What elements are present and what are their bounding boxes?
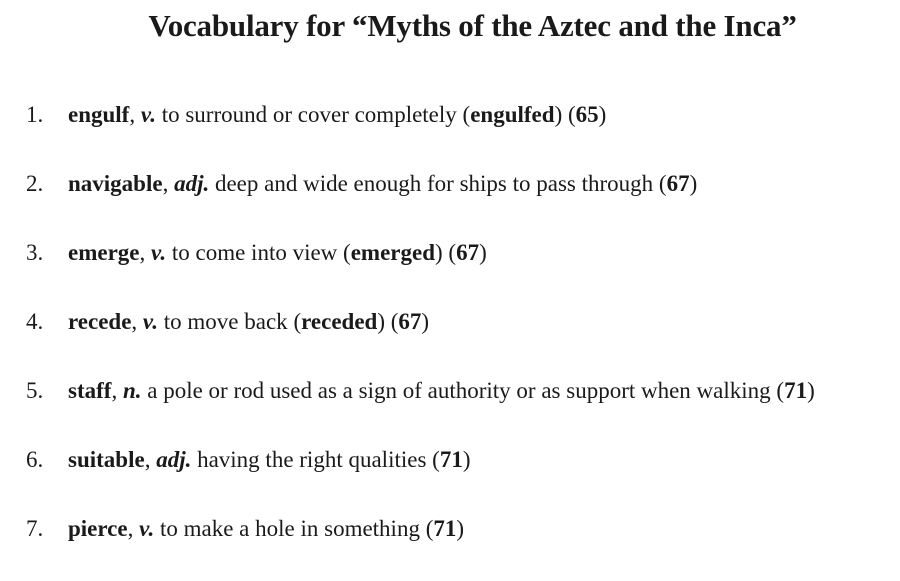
- entry-definition: having the right qualities: [197, 447, 427, 472]
- entry-page: 71: [784, 378, 808, 403]
- entry-word: suitable: [68, 447, 145, 472]
- entry-number: 3.: [26, 240, 44, 265]
- vocab-entry: 4. recede, v. to move back (receded) (67): [0, 305, 900, 374]
- vocabulary-list: [0, 98, 900, 581]
- entry-page: 67: [456, 240, 480, 265]
- entry-word: emerge: [68, 240, 140, 265]
- entry-part-of-speech: adj.: [174, 171, 210, 196]
- entry-number: 5.: [26, 378, 44, 403]
- page-title: Vocabulary for “Myths of the Aztec and the Inca”: [148, 8, 797, 43]
- entry-number: 1.: [26, 102, 44, 127]
- entry-word-form: emerged: [350, 240, 436, 265]
- entry-definition: deep and wide enough for ships to pass through: [214, 171, 654, 196]
- entry-page: 71: [439, 447, 463, 472]
- entry-page: 65: [575, 102, 599, 127]
- entry-definition: to make a hole in something: [159, 516, 420, 541]
- entry-word: pierce: [68, 516, 128, 541]
- entry-part-of-speech: v.: [139, 516, 155, 541]
- entry-definition: to move back: [163, 309, 288, 334]
- entry-part-of-speech: adj.: [156, 447, 192, 472]
- vocab-entry: 7. pierce, v. to make a hole in something (71): [0, 512, 900, 581]
- entry-part-of-speech: v.: [151, 240, 167, 265]
- entry-definition: to surround or cover completely: [161, 102, 457, 127]
- entry-word: staff: [68, 378, 112, 403]
- entry-page: 71: [433, 516, 457, 541]
- entry-word: engulf: [68, 102, 130, 127]
- entry-definition: to come into view: [171, 240, 338, 265]
- vocab-entry: 5. staff, n. a pole or rod used as a sign of authority or as support when walking (71): [0, 374, 900, 443]
- entry-number: 4.: [26, 309, 44, 334]
- entry-word-form: engulfed: [470, 102, 555, 127]
- entry-part-of-speech: v.: [140, 102, 156, 127]
- entry-number: 6.: [26, 447, 44, 472]
- entry-page: 67: [398, 309, 422, 334]
- vocab-entry: 3. emerge, v. to come into view (emerged) (67): [0, 236, 900, 305]
- vocab-entry: 2. navigable, adj. deep and wide enough for ships to pass through (67): [0, 167, 900, 236]
- entry-definition: a pole or rod used as a sign of authority or as support when walking: [147, 378, 771, 403]
- entry-part-of-speech: v.: [142, 309, 159, 334]
- entry-word: navigable: [68, 171, 163, 196]
- entry-page: 67: [666, 171, 690, 196]
- vocab-entry: 1. engulf, v. to surround or cover completely (engulfed) (65): [0, 98, 900, 167]
- entry-number: 2.: [26, 171, 44, 196]
- entry-part-of-speech: n.: [122, 378, 142, 403]
- entry-word-form: receded: [301, 309, 378, 334]
- vocab-entry: 6. suitable, adj. having the right qualities (71): [0, 443, 900, 512]
- entry-number: 7.: [26, 516, 44, 541]
- entry-word: recede: [68, 309, 132, 334]
